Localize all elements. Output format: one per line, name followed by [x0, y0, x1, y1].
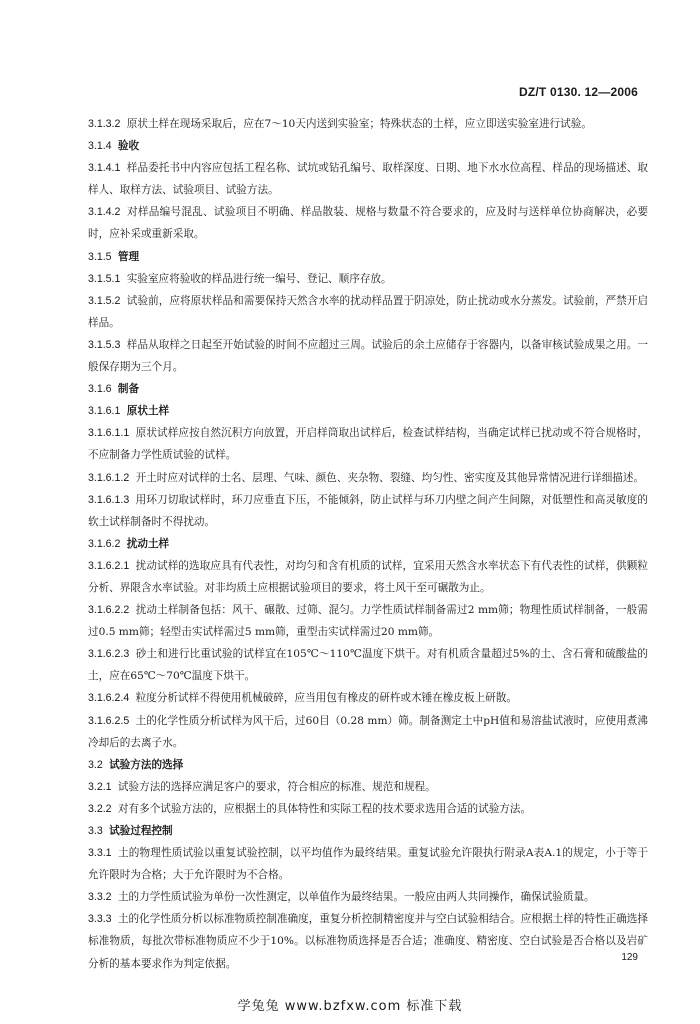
clause-paragraph	[88, 422, 648, 466]
clause-paragraph	[88, 842, 648, 886]
clause-number: 3.2.2	[88, 802, 112, 815]
clause-text: 实验室应将验收的样品进行统一编号、登记、顺序存放。	[126, 272, 392, 285]
clause-text: 原状土样在现场采取后，应在7～10天内送到实验室；特殊状态的土样，应立即送实验室进行试验。	[126, 118, 592, 130]
clause-number: 3.2.1	[88, 780, 112, 793]
section-heading	[88, 135, 648, 157]
clause-number: 3.1.6	[88, 383, 112, 396]
clause-number: 3.1.6.2.4	[88, 692, 130, 705]
clause-text: 制备	[117, 383, 140, 396]
clause-text: 原状试样应按自然沉积方向放置，开启样筒取出试样后，检查试样结构，当确定试样已扰动或不符合规格时，不应制备力学性质试验的试样。	[88, 427, 648, 462]
clause-number: 3.1.6.1	[88, 405, 121, 418]
clause-text: 对有多个试验方法的，应根据土的具体特性和实际工程的技术要求选用合适的试验方法。	[117, 802, 532, 815]
clause-text: 砂土和进行比重试验的试样宜在105℃～110℃温度下烘干。对有机质含量超过5%的土、含石膏和硫酸盐的土，应在65℃～70℃温度下烘干。	[88, 648, 648, 683]
clause-number: 3.1.4.2	[88, 206, 121, 219]
clause-number: 3.1.6.2.2	[88, 604, 130, 617]
section-heading	[88, 378, 648, 400]
clause-text: 粒度分析试样不得使用机械破碎，应当用包有橡皮的研杵或木锤在橡皮板上研散。	[135, 692, 517, 705]
section-heading	[88, 246, 648, 268]
section-heading	[88, 400, 648, 422]
clause-number: 3.1.6.1.1	[88, 427, 130, 440]
clause-number: 3.3	[88, 825, 103, 837]
clause-text: 土的化学性质分析以标准物质控制准确度，重复分析控制精密度并与空白试验相结合。应根据土样的特性正确选择标准物质，每批次带标准物质应不少于10%。以标准物质选择是否合适；准确度、精密度、空白试验是否合格以及岩矿分析的基本要求作为判定依据。	[88, 913, 648, 970]
clause-number: 3.3.1	[88, 847, 112, 860]
section-heading	[88, 754, 648, 776]
document-body	[88, 113, 648, 975]
clause-paragraph	[88, 908, 648, 974]
clause-paragraph	[88, 290, 648, 334]
clause-number: 3.2	[88, 758, 103, 771]
clause-number: 3.1.6.2.5	[88, 714, 130, 727]
clause-paragraph	[88, 467, 648, 489]
clause-paragraph	[88, 886, 648, 908]
clause-paragraph	[88, 798, 648, 820]
clause-text: 样品从取样之日起至开始试验的时间不应超过三周。试验后的余土应储存于容器内，以备审核试验成果之用。一般保存期为三个月。	[88, 338, 648, 374]
clause-number: 3.1.6.1.2	[88, 471, 130, 484]
clause-paragraph	[88, 599, 648, 643]
clause-text: 试验方法的选择应满足客户的要求，符合相应的标准、规范和规程。	[117, 780, 436, 793]
clause-number: 3.1.5.2	[88, 294, 121, 307]
clause-number: 3.1.5	[88, 250, 112, 263]
clause-text: 试验过程控制	[109, 825, 173, 837]
clause-number: 3.1.6.2.3	[88, 648, 130, 661]
clause-number: 3.1.4	[88, 140, 112, 153]
page-number: 129	[621, 952, 638, 963]
clause-paragraph	[88, 555, 648, 599]
clause-number: 3.1.6.2.1	[88, 559, 130, 572]
clause-paragraph	[88, 489, 648, 533]
clause-text: 扰动试样的选取应具有代表性，对均匀和含有机质的试样，宜采用天然含水率状态下有代表性的试样，供颗粒分析、界限含水率试验。对非均质土应根据试验项目的要求，将土风干至可碾散为止。	[88, 559, 648, 594]
clause-text: 扰动土样制备包括：风干、碾散、过筛、混匀。力学性质试样制备需过2 mm筛；物理性质试样制备，一般需过0.5 mm筛；轻型击实试样需过5 mm筛，重型击实试样需过20 mm筛。	[88, 604, 648, 639]
clause-paragraph	[88, 710, 648, 754]
clause-number: 3.1.5.1	[88, 272, 121, 285]
clause-text: 用环刀切取试样时，环刀应垂直下压，不能倾斜，防止试样与环刀内壁之间产生间隙，对低塑性和高灵敏度的软土试样制备时不得扰动。	[88, 493, 648, 528]
clause-text: 扰动土样	[126, 537, 170, 550]
clause-text: 试验方法的选择	[109, 758, 184, 771]
clause-text: 土的物理性质试验以重复试验控制，以平均值作为最终结果。重复试验允许限执行附录A表A.1的规定，小于等于允许限时为合格；大于允许限时为不合格。	[88, 847, 648, 882]
clause-text: 验收	[117, 140, 140, 153]
clause-paragraph	[88, 334, 648, 378]
clause-number: 3.1.4.1	[88, 162, 121, 175]
clause-text: 试验前，应将原状样品和需要保持天然含水率的扰动样品置于阴凉处，防止扰动或水分蒸发。试验前，严禁开启样品。	[88, 294, 648, 329]
clause-number: 3.3.3	[88, 913, 112, 926]
watermark-footer[interactable]: 学兔兔 www.bzfxw.com 标准下载	[237, 999, 463, 1014]
clause-paragraph	[88, 201, 648, 245]
clause-number: 3.1.6.1.3	[88, 493, 130, 506]
clause-text: 样品委托书中内容应包括工程名称、试坑或钻孔编号、取样深度、日期、地下水水位高程、样品的现场描述、取样人、取样方法、试验项目、试验方法。	[88, 162, 648, 197]
clause-paragraph	[88, 268, 648, 290]
clause-text: 原状土样	[126, 405, 170, 418]
clause-paragraph	[88, 643, 648, 687]
clause-paragraph	[88, 157, 648, 201]
clause-text: 土的化学性质分析试样为风干后，过60目（0.28 mm）筛。制备测定土中pH值和易溶盐试液时，应使用煮沸冷却后的去离子水。	[88, 714, 648, 749]
clause-paragraph	[88, 687, 648, 709]
clause-text: 开土时应对试样的土名、层理、气味、颜色、夹杂物、裂缝、均匀性、密实度及其他异常情况进行详细描述。	[135, 471, 645, 484]
standard-code: DZ/T 0130. 12—2006	[518, 85, 638, 99]
clause-number: 3.1.5.3	[88, 338, 121, 351]
clause-number: 3.1.6.2	[88, 537, 121, 550]
section-heading	[88, 533, 648, 555]
clause-paragraph	[88, 113, 648, 135]
clause-text: 对样品编号混乱、试验项目不明确、样品散装、规格与数量不符合要求的，应及时与送样单位协商解决，必要时，应补采或重新采取。	[88, 206, 648, 241]
section-heading	[88, 820, 648, 842]
clause-text: 土的力学性质试验为单份一次性测定，以单值作为最终结果。一般应由两人共同操作，确保试验质量。	[117, 891, 595, 904]
clause-number: 3.1.3.2	[88, 118, 121, 130]
clause-paragraph	[88, 776, 648, 798]
clause-text: 管理	[117, 250, 140, 263]
clause-number: 3.3.2	[88, 891, 112, 904]
